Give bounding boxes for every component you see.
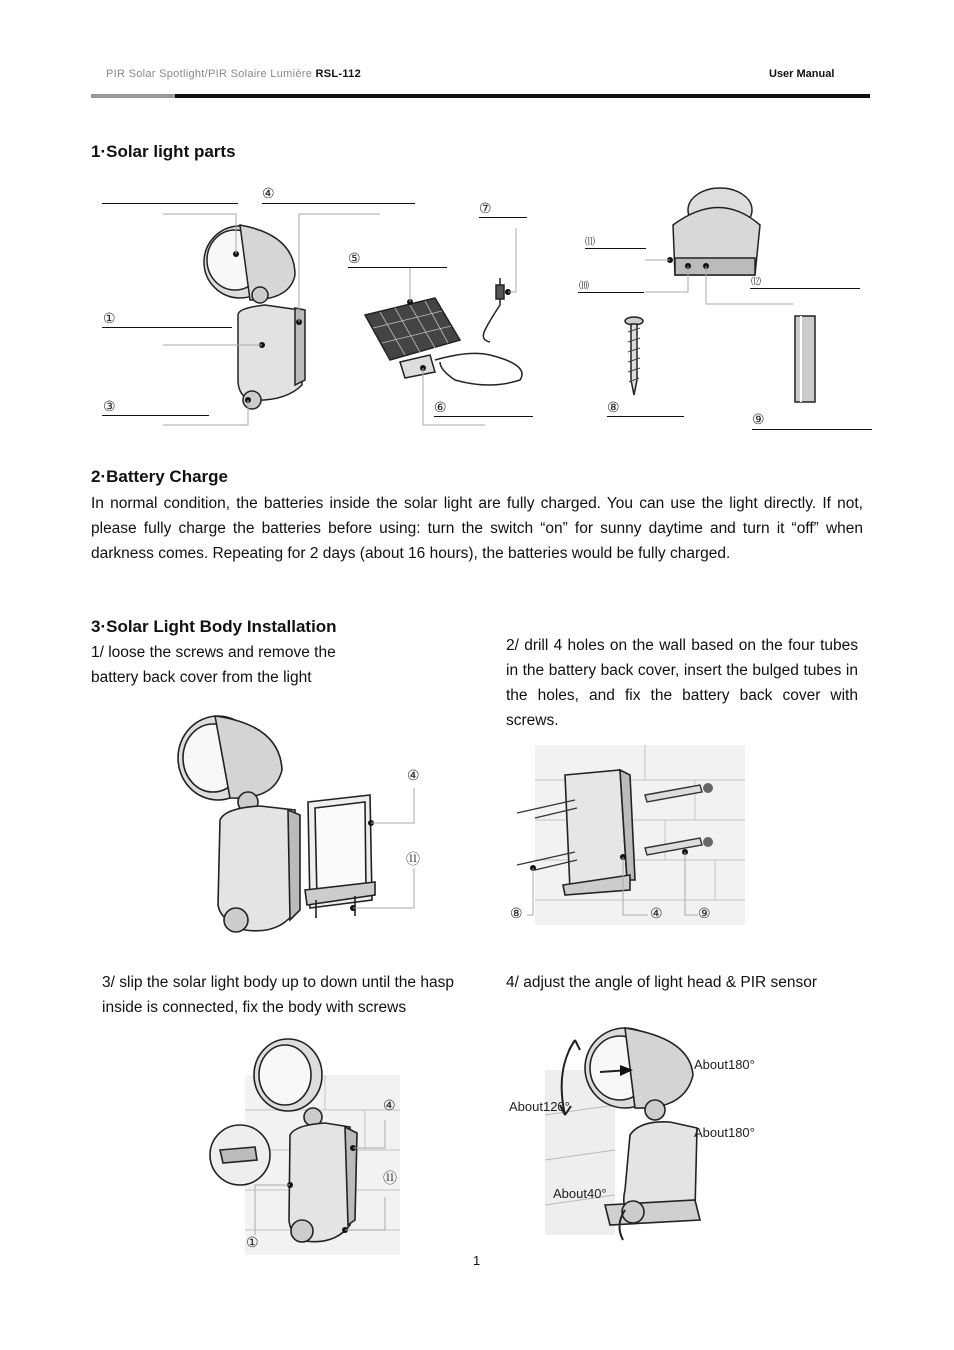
step4-text: 4/ adjust the angle of light head & PIR sensor xyxy=(506,974,818,991)
angle-label-body-rotation: About180° xyxy=(694,1125,755,1140)
section1-heading: 1·Solar light parts xyxy=(91,142,236,161)
figure3-label-c: ① xyxy=(246,1235,259,1251)
part-label-12-line xyxy=(750,288,860,289)
wall-tube-illustration xyxy=(795,316,815,402)
part-label-8-line xyxy=(607,416,684,417)
part-label-5-line xyxy=(348,267,447,268)
part-label-10-line xyxy=(578,292,644,293)
part-label-1: ① xyxy=(103,311,116,327)
angle-label-head-vertical: About120° xyxy=(509,1099,570,1114)
part-label-6: ⑥ xyxy=(434,400,447,416)
header-rule xyxy=(91,94,870,98)
parts-diagram xyxy=(90,180,880,440)
part-label-11-line xyxy=(585,248,646,249)
figure2-mount-cover xyxy=(505,740,755,935)
header-rule-accent xyxy=(91,94,175,98)
screw-illustration xyxy=(625,317,643,395)
part-label-5: ⑤ xyxy=(348,251,361,267)
part-label-4: ④ xyxy=(262,186,275,202)
part-label-3-line xyxy=(102,415,209,416)
figure1-remove-cover xyxy=(170,710,430,945)
figure2-label-a: ⑧ xyxy=(510,906,523,922)
step3-text: 3/ slip the solar light body up to down until the hasp inside is connected, fix the body with screws xyxy=(102,974,454,1016)
part-label-7-line xyxy=(479,217,527,218)
part-label-3: ③ xyxy=(103,399,116,415)
solar-panel-illustration xyxy=(365,298,522,385)
figure1-label-a: ④ xyxy=(407,768,420,784)
part-label-2-line xyxy=(102,203,238,204)
angle-label-pir: About40° xyxy=(553,1186,607,1201)
part-label-11: ⑾ xyxy=(585,237,595,248)
part-label-12: ⑿ xyxy=(751,277,761,288)
angle-label-head-horizontal: About180° xyxy=(694,1057,755,1072)
section3-heading: 3·Solar Light Body Installation xyxy=(91,617,337,636)
part-label-8: ⑧ xyxy=(607,400,620,416)
page-number: 1 xyxy=(473,1253,481,1268)
battery-charge-text: In normal condition, the batteries inside the solar light are fully charged. You can use the light directly. If not, please fully charge the batteries before using: turn the switch “on” for sunny daytime and turn it “off” when darkness comes. Repeating for 2 days (about 16 hours), the batteries would be fully charged. xyxy=(91,495,863,562)
part-label-9-line xyxy=(752,429,872,430)
figure2-label-c: ⑨ xyxy=(698,906,711,922)
part-label-9: ⑨ xyxy=(752,412,765,428)
step2-text: 2/ drill 4 holes on the wall based on the four tubes in the battery back cover, insert the bulged tubes in the holes, and fix the battery back cover with screws. xyxy=(506,637,858,729)
pir-sensor-illustration xyxy=(673,188,760,275)
figure3-label-b: ⑪ xyxy=(383,1171,397,1187)
header-product: PIR Solar Spotlight/PIR Solaire Lumière xyxy=(106,68,313,80)
header-model: RSL-112 xyxy=(315,68,361,80)
spotlight-illustration xyxy=(204,225,305,409)
part-label-10: ⑽ xyxy=(579,281,589,292)
part-label-4-line xyxy=(262,203,415,204)
header-title xyxy=(106,68,361,80)
figure1-label-b: ⑪ xyxy=(406,852,420,868)
figure2-label-b: ④ xyxy=(650,906,663,922)
section2-heading: 2·Battery Charge xyxy=(91,467,228,486)
figure3-slip-body xyxy=(205,1035,405,1260)
step1-text: 1/ loose the screws and remove the battery back cover from the light xyxy=(91,644,336,686)
header-doc-type: User Manual xyxy=(769,68,835,80)
part-label-6-line xyxy=(434,416,533,417)
part-label-1-line xyxy=(102,327,232,328)
figure3-label-a: ④ xyxy=(383,1098,396,1114)
part-label-7: ⑦ xyxy=(479,201,492,217)
